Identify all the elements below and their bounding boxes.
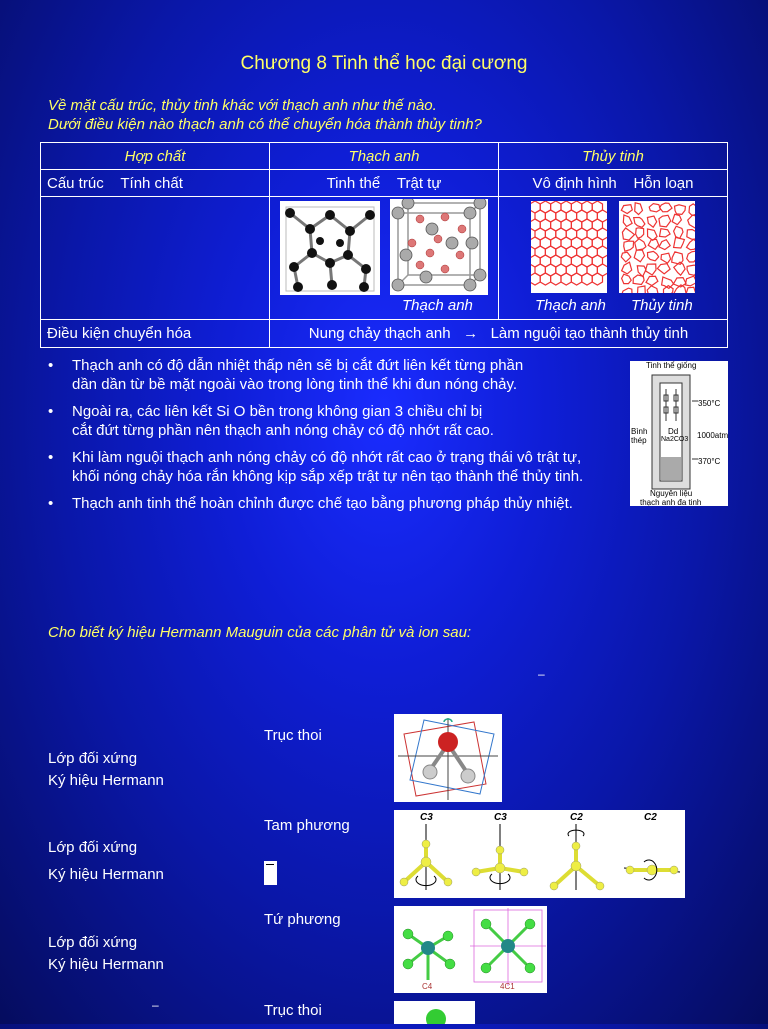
- minus-mark: –: [538, 667, 545, 681]
- hydrothermal-apparatus-figure: [630, 361, 728, 506]
- axis-label-4c1: 4C1: [500, 982, 515, 991]
- vessel-label-b: thép: [631, 436, 647, 445]
- quartz-lattice-image: [390, 199, 488, 295]
- temperature-bottom-label: 370°C: [698, 457, 721, 466]
- seed-crystal-label: Tinh thể giống: [646, 361, 697, 370]
- diamond-lattice-image: [280, 201, 380, 295]
- crystalline-network-image: [531, 201, 607, 293]
- temperature-top-label: 350°C: [698, 399, 721, 408]
- cell-empty: [41, 197, 270, 320]
- molecule-image-4: [394, 1001, 475, 1024]
- class-label-3: Lớp đối xứng: [48, 934, 138, 951]
- minus-mark-2: –: [152, 998, 159, 1012]
- table-header-row: [41, 143, 728, 170]
- class-label-1: Lớp đối xứng: [48, 750, 138, 767]
- solution-label-a: Dd: [668, 427, 679, 436]
- axis-label-c4: C4: [422, 982, 433, 991]
- quartz-property: Trật tự: [396, 174, 442, 192]
- cell-condition-value: [270, 320, 728, 348]
- arrow-icon: →: [463, 325, 479, 342]
- system-label-3: Tứ phương: [264, 911, 341, 928]
- trigonal-molecules-image: [394, 810, 685, 898]
- cell-glass-images: [499, 197, 728, 320]
- condition-cool: Làm nguội tạo thành thủy tinh: [490, 325, 689, 342]
- answer-input-box[interactable]: [264, 861, 277, 885]
- water-molecule-image: [394, 714, 502, 802]
- class-label-2: Lớp đối xứng: [48, 839, 138, 856]
- cell-quartz-images: [270, 197, 499, 320]
- label-structure: Cấu trúc: [47, 174, 104, 192]
- condition-melt: Nung chảy thạch anh: [308, 325, 451, 342]
- question-2: Cho biết ký hiệu Hermann Mauguin của các phân tử và ion sau:: [48, 624, 472, 641]
- bullet-item: • Ngoài ra, các liên kết Si O bền trong không gian 3 chiều chỉ bị cắt đứt từng phần nên thạch anh nóng chảy có độ nhớt rất cao.: [48, 402, 628, 440]
- bullet-item: • Thạch anh có độ dẫn nhiệt thấp nên sẽ bị cắt đứt liên kết từng phần dần dần từ bề mặt ngoài vào trong lòng tinh thể khi đun nóng chảy.: [48, 356, 628, 394]
- bullet-item: • Khi làm nguội thạch anh nóng chảy có độ nhớt rất cao ở trạng thái vô trật tự, khối nóng chảy hóa rắn không kịp sắp xếp trật tự nên tạo thành thể thủy tinh.: [48, 448, 628, 486]
- quartz-structure: Tinh thể: [326, 174, 381, 192]
- axis-label-c2-a: C2: [570, 812, 583, 823]
- axis-label-c3-b: C3: [494, 812, 507, 823]
- glass-caption-glass: Thủy tinh: [631, 297, 693, 314]
- axis-label-c2-b: C2: [644, 812, 657, 823]
- raw-material-label-a: Nguyên liệu: [650, 489, 693, 498]
- raw-material-label-b: thạch anh đa tinh: [640, 498, 702, 507]
- hermann-label-1: Ký hiệu Hermann: [48, 772, 164, 789]
- hermann-label-3: Ký hiệu Hermann: [48, 956, 164, 973]
- glass-caption-quartz: Thạch anh: [535, 297, 606, 314]
- hermann-label-2: Ký hiệu Hermann: [48, 866, 164, 883]
- glass-structure: Vô định hình: [532, 174, 617, 192]
- bullet-list: [48, 356, 628, 521]
- cell-glass-structure: [499, 170, 728, 197]
- vessel-label-a: Bình: [631, 427, 648, 436]
- square-planar-molecules-image: [394, 906, 547, 993]
- table-row-structure: [41, 170, 728, 197]
- table-row-condition: [41, 320, 728, 348]
- axis-label-c3-a: C3: [420, 812, 433, 823]
- table-row-images: [41, 197, 728, 320]
- glass-property: Hỗn loạn: [633, 174, 694, 192]
- cell-structure-label: [41, 170, 270, 197]
- cell-quartz-structure: [270, 170, 499, 197]
- pressure-label: 1000atm: [697, 431, 729, 440]
- cell-condition-label: Điều kiện chuyển hóa: [41, 320, 270, 348]
- header-glass: Thủy tinh: [499, 143, 728, 170]
- label-property: Tính chất: [120, 174, 183, 192]
- system-label-1: Trục thoi: [264, 727, 322, 744]
- solution-label-b: Na2CO3: [661, 436, 689, 443]
- question-line-1: Về mặt cấu trúc, thủy tinh khác với thạch anh như thế nào.: [48, 97, 437, 114]
- system-label-4: Trục thoi: [264, 1002, 322, 1019]
- bullet-item: • Thạch anh tinh thể hoàn chỉnh được chế tạo bằng phương pháp thủy nhiệt.: [48, 494, 628, 513]
- system-label-2: Tam phương: [264, 817, 350, 834]
- question-line-2: Dưới điều kiện nào thạch anh có thể chuyển hóa thành thủy tinh?: [48, 116, 482, 133]
- header-compound: Hợp chất: [41, 143, 270, 170]
- amorphous-network-image: [619, 201, 695, 293]
- header-quartz: Thạch anh: [270, 143, 499, 170]
- quartz-caption: Thạch anh: [402, 297, 473, 314]
- comparison-table: [40, 142, 728, 348]
- page-title: Chương 8 Tinh thể học đại cương: [240, 53, 528, 74]
